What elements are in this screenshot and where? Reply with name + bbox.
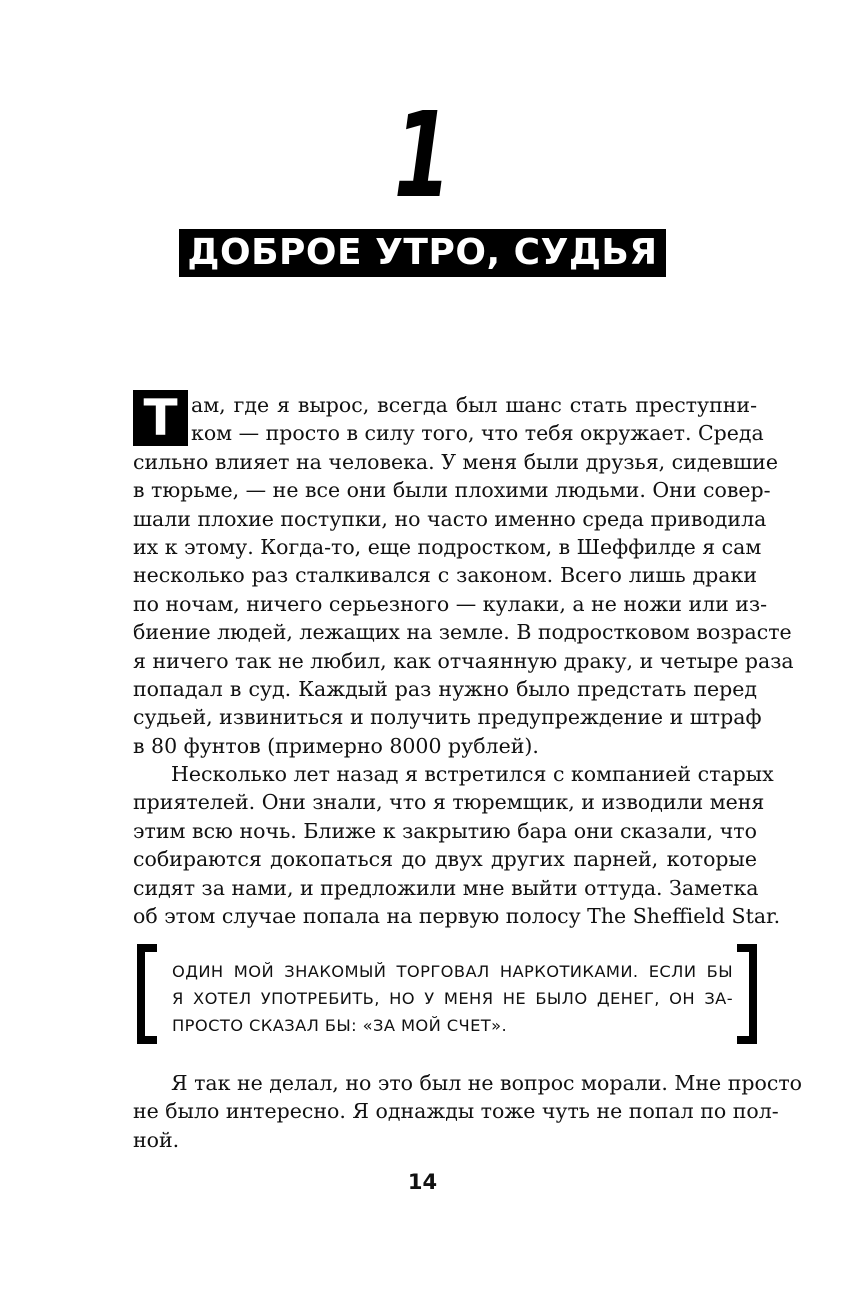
paragraph-3 <box>133 1069 802 1154</box>
text-line: биение людей, лежащих на земле. В подростковом возрасте <box>133 620 792 645</box>
text-line: Несколько лет назад я встретился с компанией старых <box>171 762 774 787</box>
text-line: в тюрьме, — не все они были плохими людьми. Они совер- <box>133 478 771 503</box>
drop-cap: Т <box>133 390 188 446</box>
pull-quote-text <box>172 958 733 1039</box>
text-line: их к этому. Когда-то, еще подростком, в Шеффилде я сам <box>133 534 762 559</box>
text-line: попадал в суд. Каждый раз нужно было предстать перед <box>133 676 757 701</box>
text-line: несколько раз сталкивался с законом. Всего лишь драки <box>133 563 757 588</box>
text-line: ам, где я вырос, всегда был шанс стать преступни- <box>191 393 757 417</box>
text-line: собираются докопаться до двух других парней, которые <box>133 847 757 872</box>
quote-line: Я ХОТЕЛ УПОТРЕБИТЬ, НО У МЕНЯ НЕ БЫЛО ДЕНЕГ, ОН ЗА- <box>172 989 733 1008</box>
left-bracket-icon <box>137 944 157 1044</box>
pull-quote <box>133 944 757 1044</box>
quote-line: ОДИН МОЙ ЗНАКОМЫЙ ТОРГОВАЛ НАРКОТИКАМИ. ЕСЛИ БЫ <box>172 962 733 981</box>
text-line: не было интересно. Я однажды тоже чуть не попал по пол- <box>133 1099 779 1124</box>
text-line: сидят за нами, и предложили мне выйти оттуда. Заметка <box>133 875 759 900</box>
chapter-number: 1 <box>393 86 452 224</box>
quote-line: ПРОСТО СКАЗАЛ БЫ: «ЗА МОЙ СЧЕТ». <box>172 1016 508 1035</box>
chapter-title-container <box>0 229 845 277</box>
text-line: в 80 фунтов (примерно 8000 рублей). <box>133 733 539 758</box>
paragraph-1 <box>133 391 794 930</box>
text-line: об этом случае попала на первую полосу The Sheffield Star. <box>133 904 781 929</box>
text-line: ной. <box>133 1127 180 1152</box>
text-line: судьей, извиниться и получить предупреждение и штраф <box>133 705 762 730</box>
text-line: я ничего так не любил, как отчаянную драку, и четыре раза <box>133 648 794 673</box>
text-line: этим всю ночь. Ближе к закрытию бара они сказали, что <box>133 818 757 843</box>
chapter-title: ДОБРОЕ УТРО, СУДЬЯ <box>179 229 665 277</box>
text-line: Я так не делал, но это был не вопрос морали. Мне просто <box>171 1071 802 1095</box>
page-number: 14 <box>407 1170 438 1194</box>
text-line: по ночам, ничего серьезного — кулаки, а не ножи или из- <box>133 591 768 616</box>
text-line: шали плохие поступки, но часто именно среда приводила <box>133 506 767 531</box>
text-line: сильно влияет на человека. У меня были друзья, сидевшие <box>133 449 778 474</box>
text-line: ком — просто в силу того, что тебя окружает. Среда <box>191 421 764 446</box>
right-bracket-icon <box>737 944 757 1044</box>
text-line: приятелей. Они знали, что я тюремщик, и изводили меня <box>133 790 765 815</box>
